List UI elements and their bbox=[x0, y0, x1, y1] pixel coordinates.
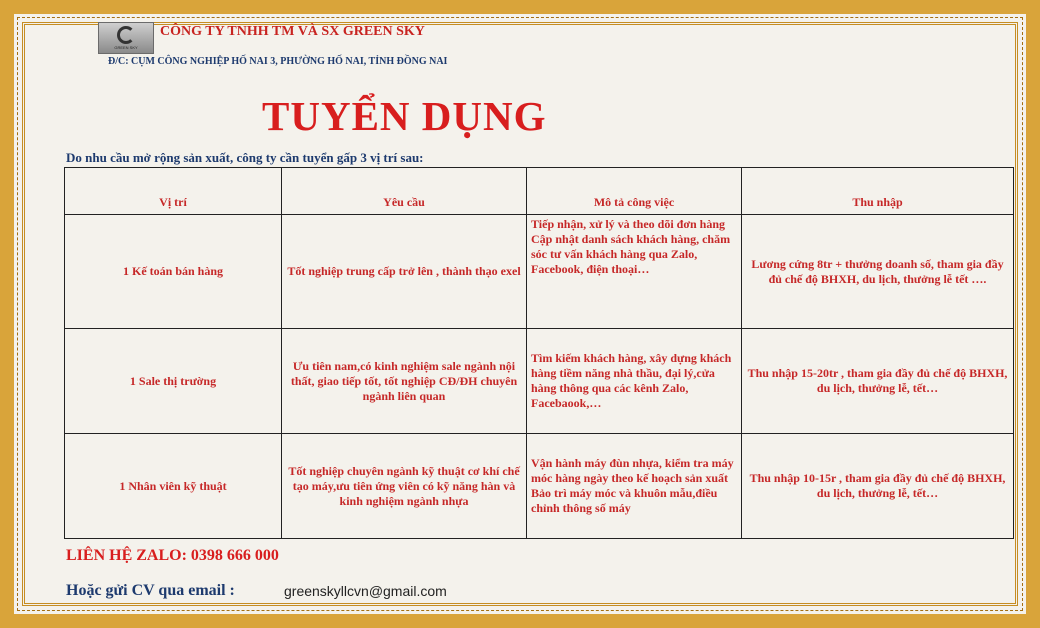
email-label: Hoặc gửi CV qua email : bbox=[66, 582, 235, 599]
zalo-contact: LIÊN HỆ ZALO: 0398 666 000 bbox=[66, 547, 279, 564]
table-row bbox=[65, 434, 1014, 539]
cell-requirements: Tốt nghiệp chuyên ngành kỹ thuật cơ khí chế tạo máy,ưu tiên ứng viên có kỹ năng hàn và kinh nghiệm ngành nhựa bbox=[282, 434, 527, 539]
cell-income: Thu nhập 15-20tr , tham gia đầy đủ chế độ BHXH, du lịch, thưởng lễ, tết… bbox=[742, 329, 1014, 434]
description-line: Tìm kiếm khách hàng, xây dựng khách hàng tiềm năng nhà thầu, đại lý,cửa hàng thông qua các kênh Zalo, Facebaook,… bbox=[531, 351, 732, 410]
header-description: Mô tả công việc bbox=[527, 168, 742, 215]
cell-income: Thu nhập 10-15r , tham gia đầy đủ chế độ BHXH, du lịch, thưởng lễ, tết… bbox=[742, 434, 1014, 539]
description-line: Bảo trì máy móc và khuôn mẫu,điều chỉnh thông số máy bbox=[531, 486, 718, 515]
cell-requirements: Tốt nghiệp trung cấp trở lên , thành thạo exel bbox=[282, 215, 527, 329]
cell-position: 1 Kế toán bán hàng bbox=[65, 215, 282, 329]
intro-text: Do nhu cầu mở rộng sản xuất, công ty cần tuyển gấp 3 vị trí sau: bbox=[66, 150, 424, 165]
cell-position: 1 Nhân viên kỹ thuật bbox=[65, 434, 282, 539]
description-line: Cập nhật danh sách khách hàng, chăm sóc tư vấn khách hàng qua Zalo, Facebook, điện thoại… bbox=[531, 232, 731, 276]
description-line: Vận hành máy đùn nhựa, kiểm tra máy móc hàng ngày theo kế hoạch sản xuất bbox=[531, 456, 734, 485]
table-row bbox=[65, 329, 1014, 434]
email-address[interactable]: greenskyllcvn@gmail.com bbox=[284, 583, 447, 599]
table-row bbox=[65, 215, 1014, 329]
company-name: CÔNG TY TNHH TM VÀ SX GREEN SKY bbox=[160, 24, 425, 39]
table-header-row bbox=[65, 168, 1014, 215]
recruitment-headline: TUYỂN DỤNG bbox=[262, 93, 547, 139]
header-income: Thu nhập bbox=[742, 168, 1014, 215]
cell-description bbox=[527, 215, 742, 329]
cell-position: 1 Sale thị trường bbox=[65, 329, 282, 434]
cell-description bbox=[527, 329, 742, 434]
cell-requirements: Ưu tiên nam,có kinh nghiệm sale ngành nội thất, giao tiếp tốt, tốt nghiệp CĐ/ĐH chuyên ngành liên quan bbox=[282, 329, 527, 434]
description-line: Tiếp nhận, xử lý và theo dõi đơn hàng bbox=[531, 217, 726, 231]
logo-icon bbox=[117, 26, 135, 44]
company-logo bbox=[98, 22, 154, 54]
jobs-table bbox=[64, 167, 1014, 539]
company-address: Đ/C: CỤM CÔNG NGHIỆP HỐ NAI 3, PHƯỜNG HỐ NAI, TỈNH ĐỒNG NAI bbox=[108, 56, 448, 67]
header-position: Vị trí bbox=[65, 168, 282, 215]
cell-description bbox=[527, 434, 742, 539]
logo-text: GREEN SKY bbox=[114, 45, 138, 50]
cell-income: Lương cứng 8tr + thưởng doanh số, tham gia đầy đủ chế độ BHXH, du lịch, thưởng lễ tết …. bbox=[742, 215, 1014, 329]
header-requirements: Yêu cầu bbox=[282, 168, 527, 215]
